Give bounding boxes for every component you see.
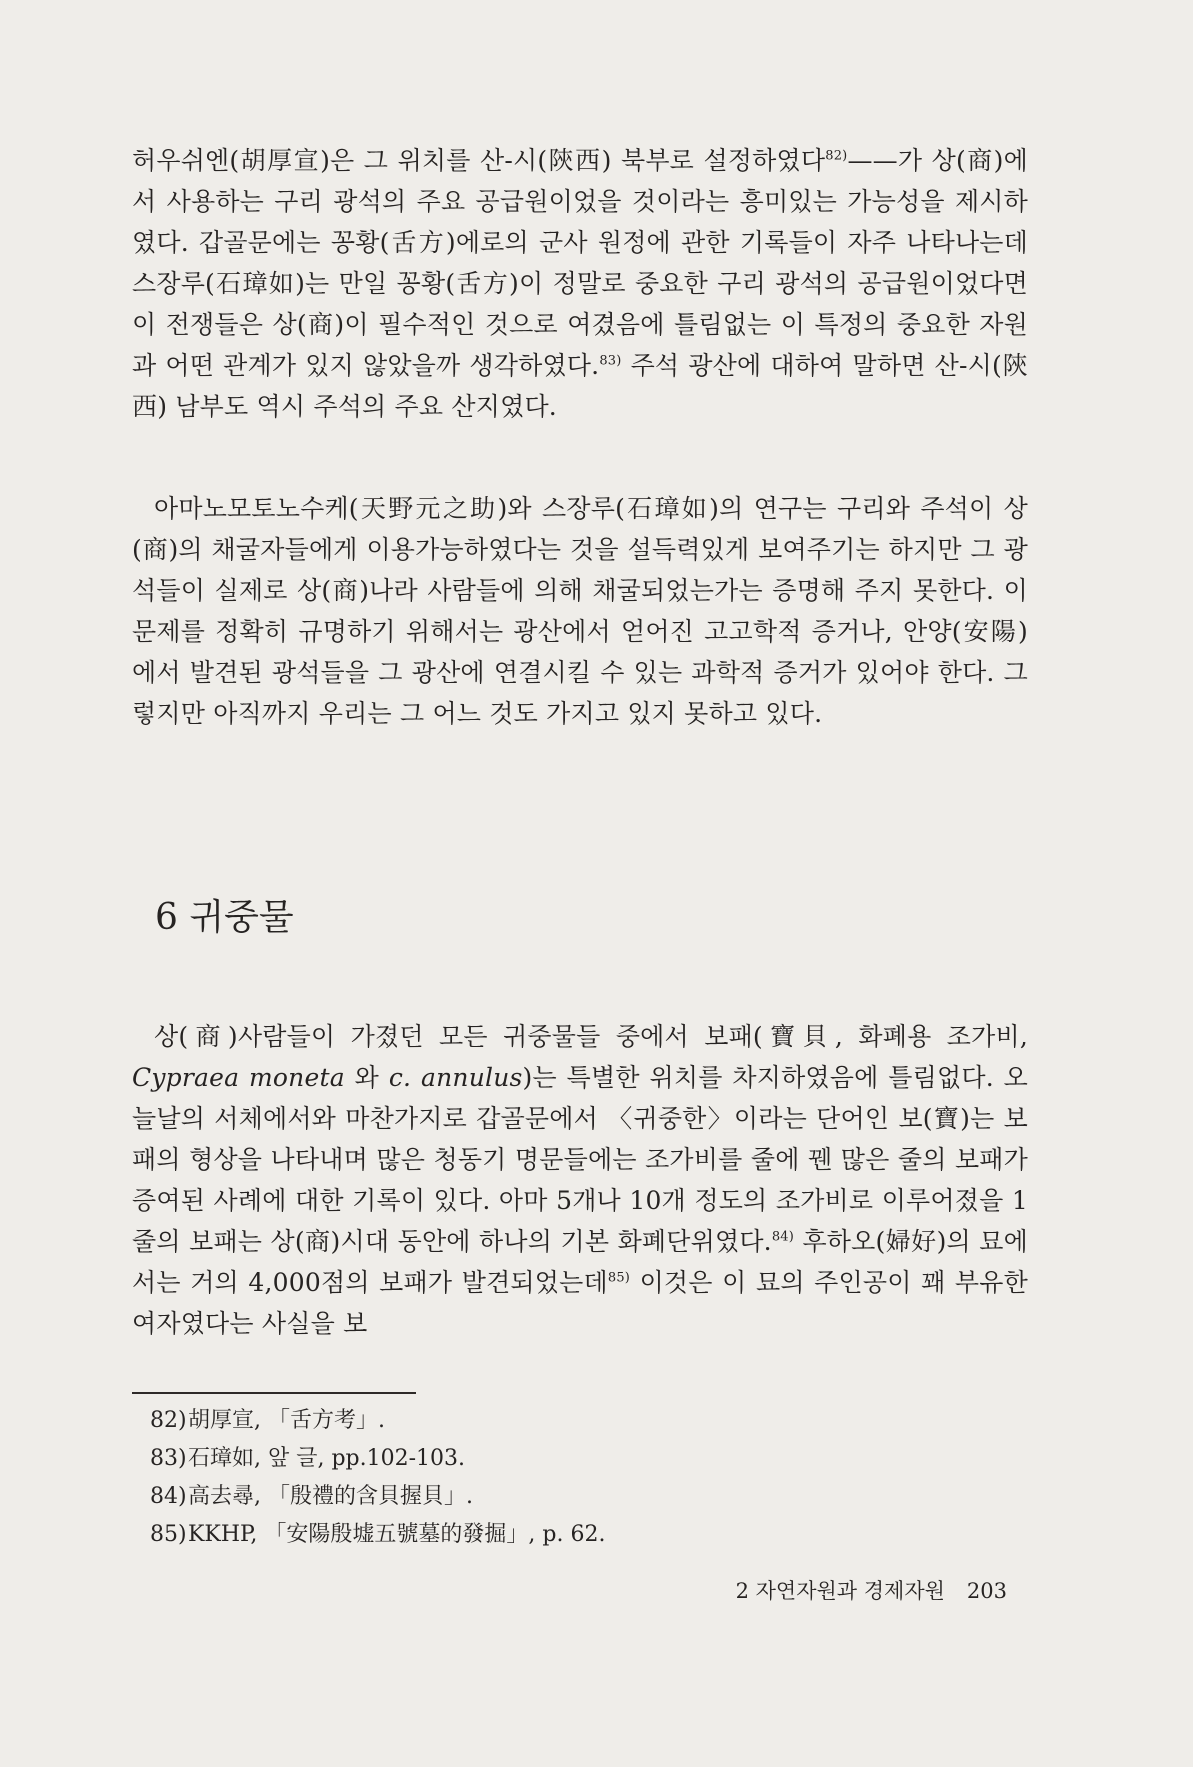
footnote-text: 胡厚宣, 「舌方考」. bbox=[188, 1408, 385, 1433]
paragraph-text: 허우쉬엔(胡厚宣)은 그 위치를 산-시(陝西) 북부로 설정하였다 bbox=[132, 146, 826, 175]
running-footer bbox=[736, 1576, 1007, 1606]
footnote-number: 83) bbox=[150, 1446, 187, 1471]
footnote-ref-82[interactable]: 82) bbox=[825, 148, 848, 164]
footnote-ref-84[interactable]: 84) bbox=[771, 1229, 795, 1245]
body-paragraph-1 bbox=[132, 140, 1028, 427]
footnote-item bbox=[150, 1516, 950, 1554]
footnote-divider bbox=[132, 1392, 416, 1394]
body-paragraph-3 bbox=[132, 1016, 1028, 1344]
paragraph-text: 와 bbox=[344, 1063, 389, 1092]
latin-species-name: c. annulus bbox=[388, 1063, 523, 1092]
footnote-ref-85[interactable]: 85) bbox=[607, 1270, 631, 1286]
paragraph-text: 아마노모토노수케(天野元之助)와 스장루(石璋如)의 연구는 구리와 주석이 상(商)의 채굴자들에게 이용가능하였다는 것을 설득력있게 보여주기는 하지만 그 광석들이 실제로 상(商)나라 사람들에 의해 채굴되었는가는 증명해 주지 못한다. 이 문제를 정확히 규명하기 위해서는 광산에서 얻어진 고고학적 증거나, 안양(安陽)에서 발견된 광석들을 그 광산에 연결시킬 수 있는 과학적 증거가 있어야 한다. 그렇지만 아직까지 우리는 그 어느 것도 가지고 있지 못하고 있다. bbox=[132, 494, 1028, 728]
paragraph-text: )는 특별한 위치를 차지하였음에 틀림없다. 오늘날의 서체에서와 마찬가지로 갑골문에서 〈귀중한〉이라는 단어인 보(寶)는 보패의 형상을 나타내며 많은 청동기 명문들에는 조가비를 줄에 꿴 많은 줄의 보패가 증여된 사례에 대한 기록이 있다. 아마 5개나 10개 정도의 조가비로 이루어졌을 1줄의 보패는 상(商)시대 동안에 하나의 기본 화폐단위였다. bbox=[132, 1063, 1029, 1256]
footnote-ref-83[interactable]: 83) bbox=[599, 353, 622, 369]
footnote-list bbox=[150, 1402, 950, 1554]
paragraph-text: 이것은 이 묘의 주인공이 꽤 부유한 여자였다는 사실을 보 bbox=[132, 1268, 1028, 1338]
footnote-number: 84) bbox=[150, 1484, 187, 1509]
footnote-text: KKHP, 「安陽殷墟五號墓的發掘」, p. 62. bbox=[188, 1522, 606, 1547]
footnote-number: 82) bbox=[150, 1408, 187, 1433]
chapter-title: 2 자연자원과 경제자원 bbox=[735, 1579, 945, 1603]
paragraph-text: 후하오(婦好)의 묘에서는 거의 4,000점의 보패가 발견되었는데 bbox=[132, 1227, 1028, 1297]
footnote-item bbox=[150, 1440, 950, 1478]
body-paragraph-2 bbox=[132, 488, 1028, 734]
paragraph-text: 상(商)사람들이 가졌던 모든 귀중물들 중에서 보패(寶貝, 화폐용 조가비, bbox=[154, 1022, 1028, 1051]
footnote-number: 85) bbox=[150, 1522, 187, 1547]
page-number: 203 bbox=[966, 1579, 1007, 1603]
latin-species-name: Cypraea moneta bbox=[132, 1063, 345, 1092]
footnote-text: 高去尋, 「殷禮的含貝握貝」. bbox=[188, 1484, 473, 1509]
paragraph-text: ——가 상(商)에서 사용하는 구리 광석의 주요 공급원이었을 것이라는 흥미있는 가능성을 제시하였다. 갑골문에는 꽁황(舌方)에로의 군사 원정에 관한 기록들이 자주 나타나는데 스장루(石璋如)는 만일 꽁황(舌方)이 정말로 중요한 구리 광석의 공급원이었다면 이 전쟁들은 상(商)이 필수적인 것으로 여겼음에 틀림없는 이 특정의 중요한 자원과 어떤 관계가 있지 않았을까 생각하였다. bbox=[132, 146, 1028, 380]
footnote-text: 石璋如, 앞 글, pp.102-103. bbox=[188, 1446, 466, 1471]
footnote-item bbox=[150, 1478, 950, 1516]
paragraph-text: 주석 광산에 대하여 말하면 산-시(陝西) 남부도 역시 주석의 주요 산지였다. bbox=[132, 351, 1028, 421]
section-heading: 6 귀중물 bbox=[155, 897, 294, 938]
footnote-item bbox=[150, 1402, 950, 1440]
